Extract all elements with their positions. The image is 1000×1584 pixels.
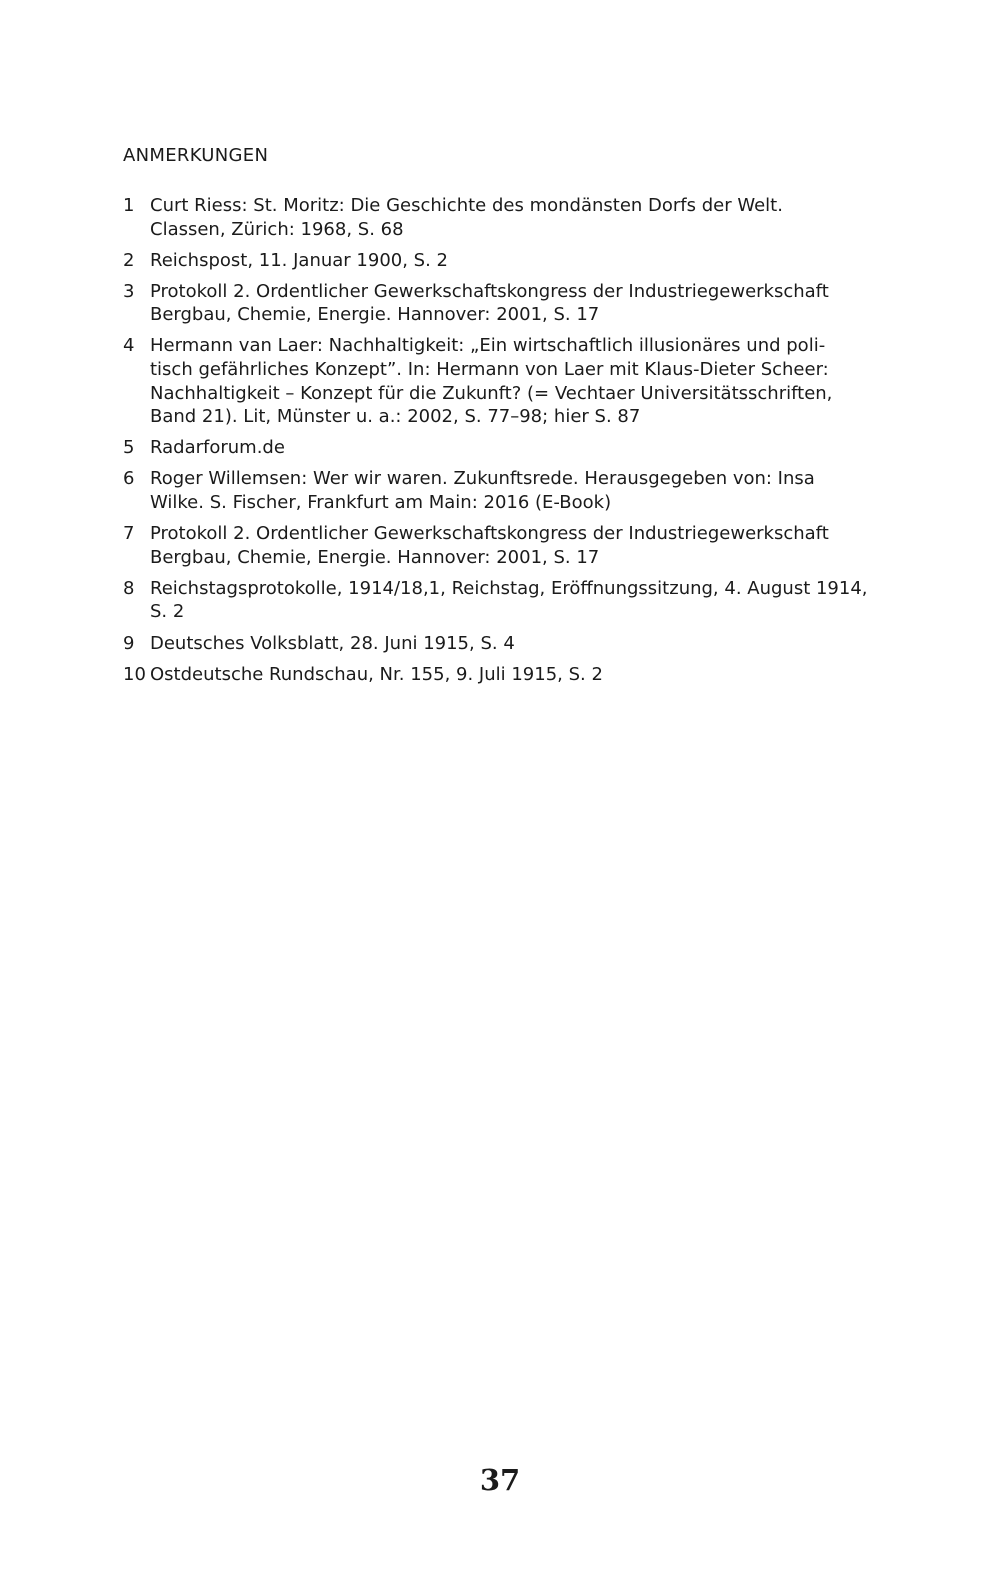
note-text: Protokoll 2. Ordentlicher Gewerkschaftskongress der Industriegewerkschaft Bergbau, Chemie, Energie. Hannover: 2001, S. 17 xyxy=(150,523,829,568)
page-number: 37 xyxy=(479,1463,521,1497)
note-number: 8 xyxy=(123,577,135,599)
note-text: Ostdeutsche Rundschau, Nr. 155, 9. Juli 1915, S. 2 xyxy=(150,663,603,685)
note-text: Hermann van Laer: Nachhaltigkeit: „Ein wirtschaftlich illusionäres und poli- tisch gefährliches Konzept”. In: Hermann von Laer mit Klaus-Dieter Scheer: Nachhaltigkeit – Konzept für die Zukunft? (= Vechtaer Universitätsschriften, Band 21). Lit, Münster u. a.: 2002, S. 77–98; hier S. 87 xyxy=(150,335,833,428)
note-text: Radarforum.de xyxy=(150,437,285,459)
note-text: Roger Willemsen: Wer wir waren. Zukunftsrede. Herausgegeben von: Insa Wilke. S. Fischer, Frankfurt am Main: 2016 (E-Book) xyxy=(150,468,815,514)
note-text: Curt Riess: St. Moritz: Die Geschichte des mondänsten Dorfs der Welt. Classen, Zürich: 1968, S. 68 xyxy=(150,195,783,240)
note-item xyxy=(123,280,883,327)
note-text: Deutsches Volksblatt, 28. Juni 1915, S. 4 xyxy=(150,632,515,654)
note-number: 9 xyxy=(123,632,135,654)
note-item xyxy=(123,632,883,656)
note-item xyxy=(123,663,883,687)
note-text: Protokoll 2. Ordentlicher Gewerkschaftskongress der Industriegewerkschaft Bergbau, Chemie, Energie. Hannover: 2001, S. 17 xyxy=(150,280,829,326)
note-number: 2 xyxy=(123,249,135,271)
note-number: 3 xyxy=(123,280,135,302)
note-text: Reichstagsprotokolle, 1914/18,1, Reichstag, Eröffnungssitzung, 4. August 1914, S. 2 xyxy=(150,577,868,623)
note-item xyxy=(123,334,883,428)
note-number: 6 xyxy=(123,468,135,490)
note-item xyxy=(123,249,883,273)
section-heading: ANMERKUNGEN xyxy=(123,145,269,166)
note-text: Reichspost, 11. Januar 1900, S. 2 xyxy=(150,249,449,271)
note-number: 10 xyxy=(123,663,146,685)
note-number: 1 xyxy=(123,195,135,216)
note-number: 7 xyxy=(123,523,135,545)
note-number: 5 xyxy=(123,437,135,459)
note-item xyxy=(123,467,883,514)
note-item xyxy=(123,436,883,460)
notes-list xyxy=(123,194,883,686)
page-content xyxy=(123,144,883,694)
note-item xyxy=(123,577,883,624)
note-item xyxy=(123,194,883,241)
note-number: 4 xyxy=(123,335,135,357)
note-item xyxy=(123,522,883,569)
